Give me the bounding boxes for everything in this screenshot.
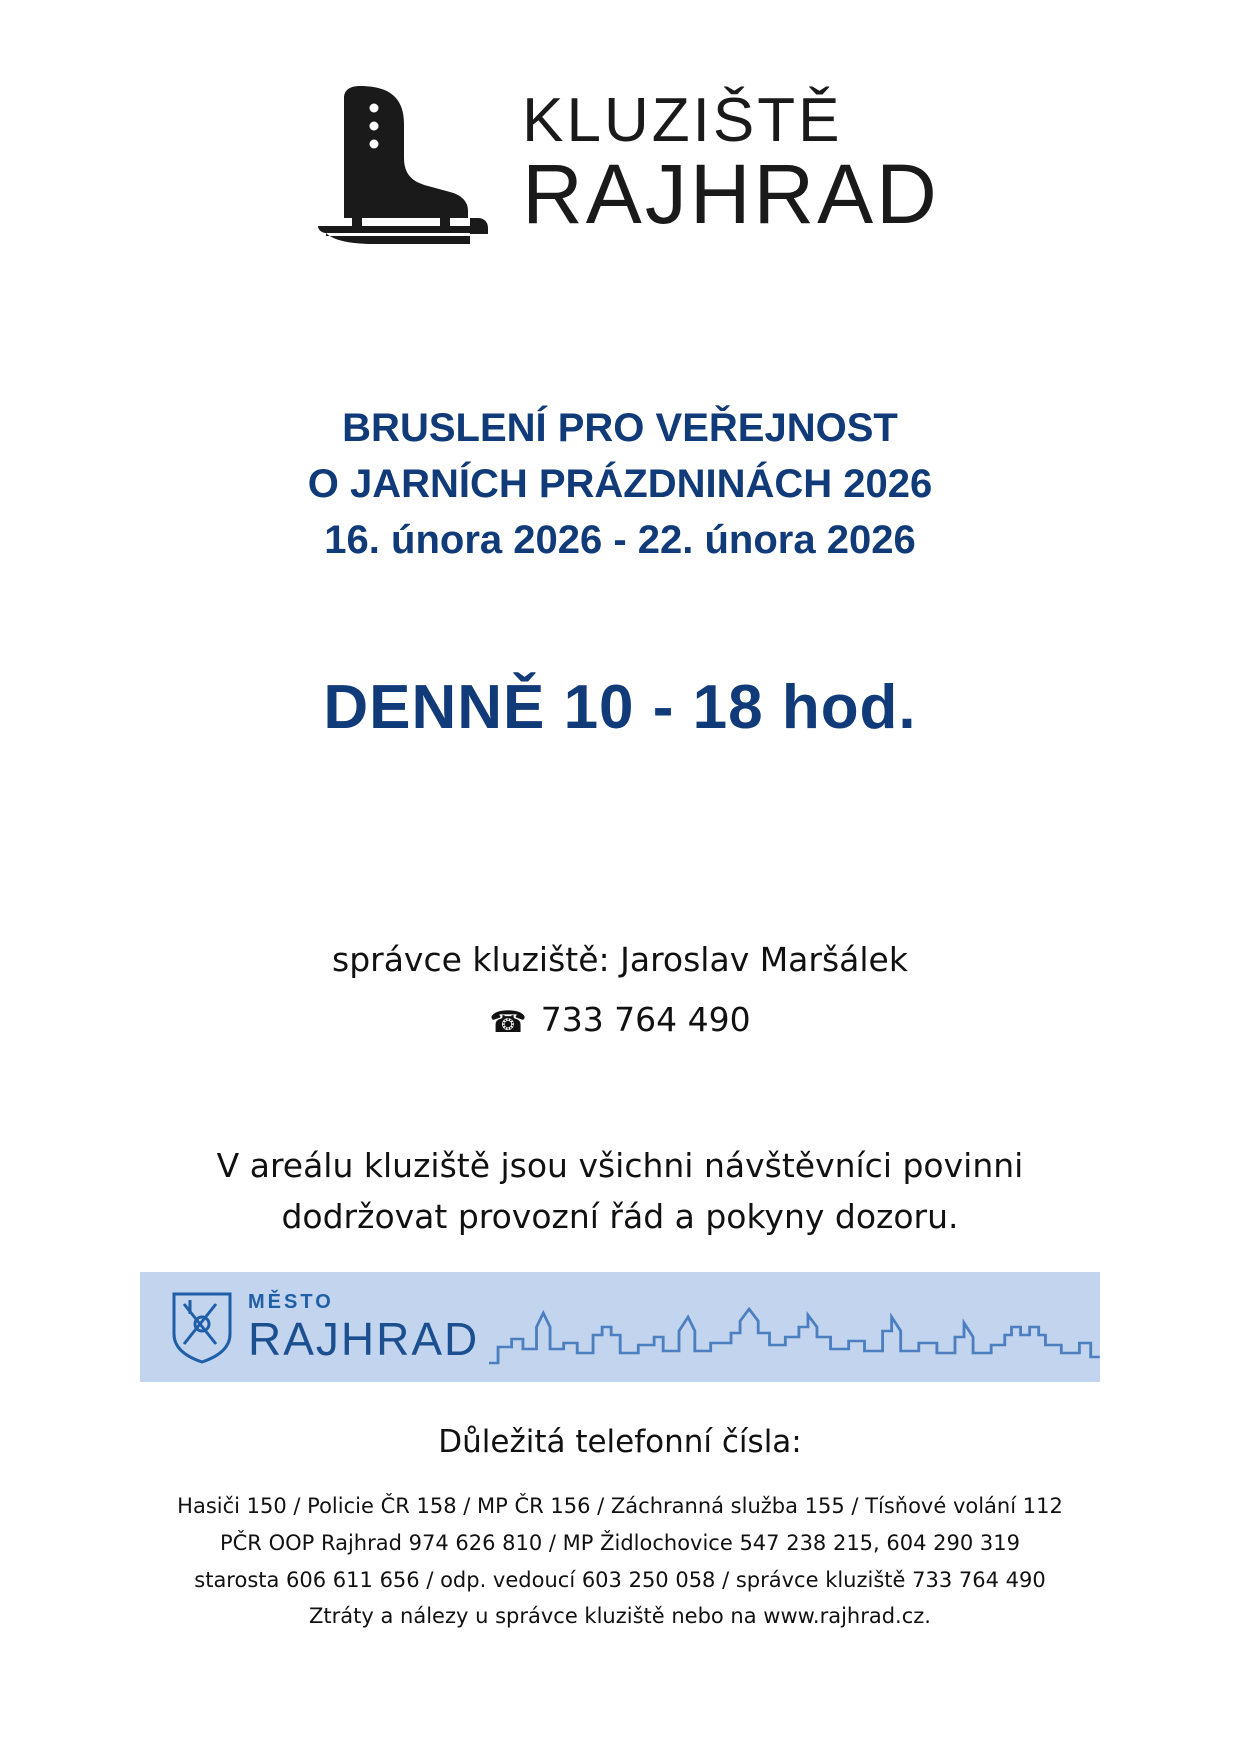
- headline-block: [0, 400, 1240, 568]
- city-banner: [140, 1272, 1100, 1382]
- headline-line-3: 16. února 2026 - 22. února 2026: [324, 518, 916, 562]
- city-wordmark: [248, 1291, 480, 1365]
- city-skyline-icon: [489, 1287, 1100, 1367]
- rules-text: [0, 1140, 1240, 1242]
- logo-line-rajhrad: RAJHRAD: [522, 146, 940, 241]
- opening-hours: DENNĚ 10 - 18 hod.: [323, 673, 917, 742]
- logo-wordmark: [522, 85, 940, 241]
- emergency-numbers-list: [0, 1488, 1240, 1635]
- headline-line-2: O JARNÍCH PRÁZDNINÁCH 2026: [307, 462, 933, 506]
- caretaker-phone-line: [0, 1000, 1240, 1039]
- emergency-line: Ztráty a nálezy u správce kluziště nebo na www.rajhrad.cz.: [309, 1604, 931, 1629]
- city-label-big: RAJHRAD: [248, 1313, 480, 1365]
- caretaker-label: správce kluziště: Jaroslav Maršálek: [332, 940, 908, 979]
- emergency-line: Hasiči 150 / Policie ČR 158 / MP ČR 156 / Záchranná služba 155 / Tísňové volání 112: [177, 1494, 1063, 1518]
- logo-line-kluziste: KLUZIŠTĚ: [522, 85, 843, 155]
- city-crest-icon: [170, 1290, 234, 1364]
- telephone-icon: ☎: [489, 1005, 527, 1040]
- city-label-small: MĚSTO: [248, 1291, 334, 1313]
- emergency-line: starosta 606 611 656 / odp. vedoucí 603 250 058 / správce kluziště 733 764 490: [194, 1567, 1046, 1592]
- ice-skate-icon: [300, 78, 500, 248]
- emergency-title: Důležitá telefonní čísla:: [438, 1424, 802, 1460]
- emergency-line: PČR OOP Rajhrad 974 626 810 / MP Židlochovice 547 238 215, 604 290 319: [219, 1530, 1020, 1555]
- headline-line-1: BRUSLENÍ PRO VEŘEJNOST: [342, 406, 898, 450]
- rules-line-1: V areálu kluziště jsou všichni návštěvníci povinni: [216, 1146, 1024, 1185]
- caretaker-phone-number: 733 764 490: [540, 1000, 751, 1039]
- rules-line-2: dodržovat provozní řád a pokyny dozoru.: [281, 1197, 959, 1237]
- poster-logo: [0, 78, 1240, 248]
